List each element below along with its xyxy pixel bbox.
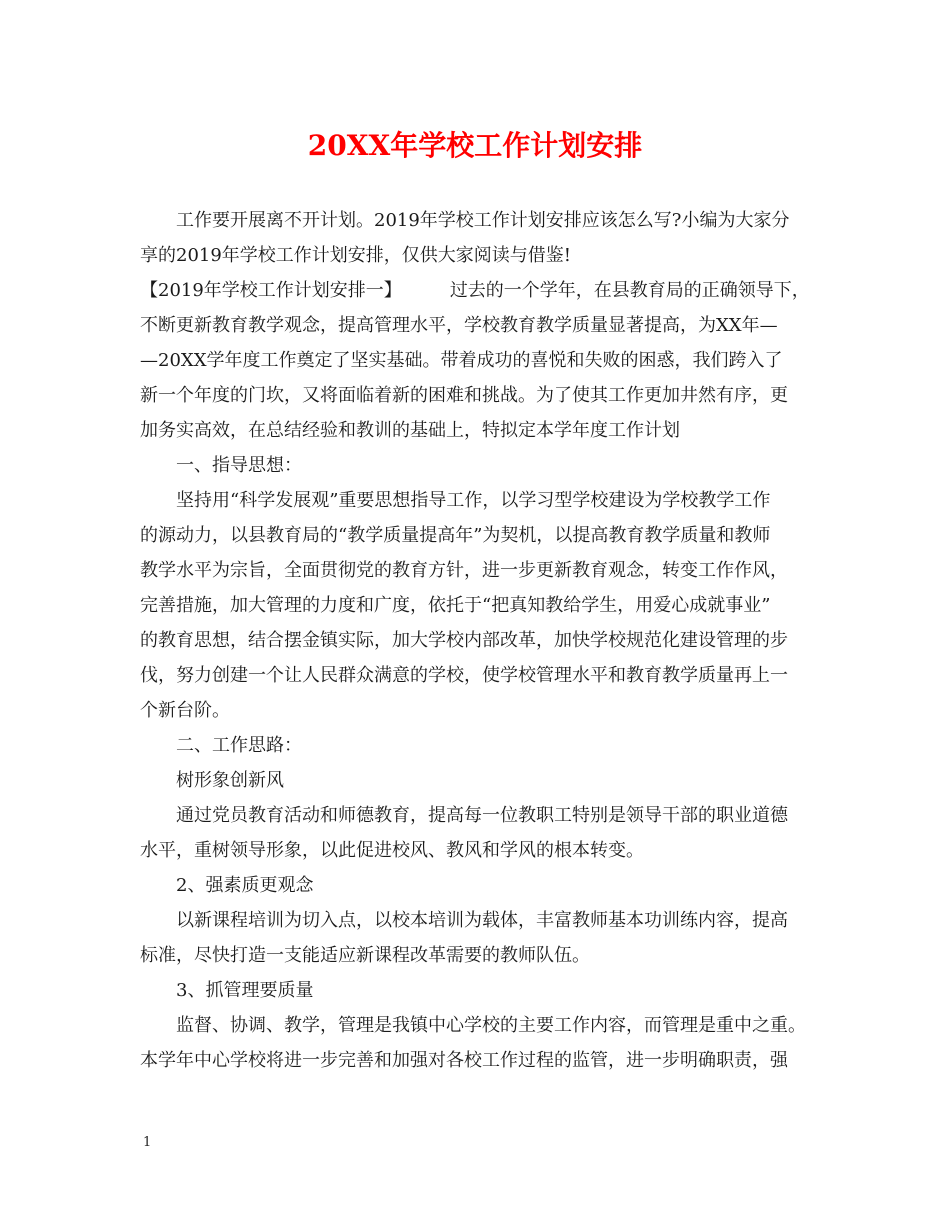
paragraph-line: 通过党员教育活动和师德教育，提高每一位教职工特别是领导干部的职业道德 bbox=[140, 805, 788, 826]
paragraph-line: —20XX学年度工作奠定了坚实基础。带着成功的喜悦和失败的困惑，我们跨入了 bbox=[140, 350, 783, 371]
paragraph-line bbox=[140, 278, 810, 304]
paragraph-line: 本学年中心学校将进一步完善和加强对各校工作过程的监管，进一步明确职责，强 bbox=[140, 1050, 788, 1071]
subsection-heading: 3、抓管理要质量 bbox=[140, 980, 314, 1001]
page-number: 1 bbox=[143, 1135, 152, 1150]
paragraph-line: 个新台阶。 bbox=[140, 700, 230, 721]
paragraph-line: 不断更新教育教学观念，提高管理水平，学校教育教学质量显著提高，为XX年— bbox=[140, 315, 778, 336]
paragraph-line: 加务实高效，在总结经验和教训的基础上，特拟定本学年度工作计划 bbox=[140, 420, 680, 441]
paragraph-text: 过去的一个学年，在县教育局的正确领导下， bbox=[449, 280, 810, 301]
paragraph-line: 以新课程培训为切入点，以校本培训为载体，丰富教师基本功训练内容，提高 bbox=[140, 910, 788, 931]
document-title: 20XX年学校工作计划安排 bbox=[307, 129, 643, 162]
paragraph-line: 教学水平为宗旨，全面贯彻党的教育方针，进一步更新教育观念，转变工作作风， bbox=[140, 560, 788, 581]
paragraph-line: 标准，尽快打造一支能适应新课程改革需要的教师队伍。 bbox=[140, 945, 590, 966]
section-heading: 一、指导思想： bbox=[140, 455, 302, 476]
paragraph-line: 伐，努力创建一个让人民群众满意的学校，使学校管理水平和教育教学质量再上一 bbox=[140, 665, 788, 686]
paragraph-line: 监督、协调、教学，管理是我镇中心学校的主要工作内容，而管理是重中之重。 bbox=[140, 1015, 806, 1036]
paragraph-line: 的教育思想，结合摆金镇实际，加大学校内部改革，加快学校规范化建设管理的步 bbox=[140, 630, 788, 651]
paragraph-line: 新一个年度的门坎，又将面临着新的困难和挑战。为了使其工作更加井然有序，更 bbox=[140, 385, 788, 406]
paragraph-line: 完善措施，加大管理的力度和广度，依托于“把真知教给学生，用爱心成就事业” bbox=[140, 595, 771, 616]
subsection-heading: 2、强素质更观念 bbox=[140, 875, 314, 896]
paragraph-line: 工作要开展离不开计划。2019年学校工作计划安排应该怎么写?小编为大家分 bbox=[140, 210, 790, 231]
paragraph-line: 的源动力，以县教育局的“教学质量提高年”为契机，以提高教育教学质量和教师 bbox=[140, 525, 771, 546]
section-heading: 【2019年学校工作计划安排一】 bbox=[140, 280, 402, 301]
section-heading: 二、工作思路： bbox=[140, 735, 302, 756]
paragraph-line: 坚持用“科学发展观”重要思想指导工作，以学习型学校建设为学校教学工作 bbox=[140, 490, 771, 511]
paragraph-line: 享的2019年学校工作计划安排，仅供大家阅读与借鉴! bbox=[140, 245, 572, 266]
paragraph-line: 水平，重树领导形象，以此促进校风、教风和学风的根本转变。 bbox=[140, 840, 644, 861]
subsection-heading: 树形象创新风 bbox=[140, 770, 284, 791]
